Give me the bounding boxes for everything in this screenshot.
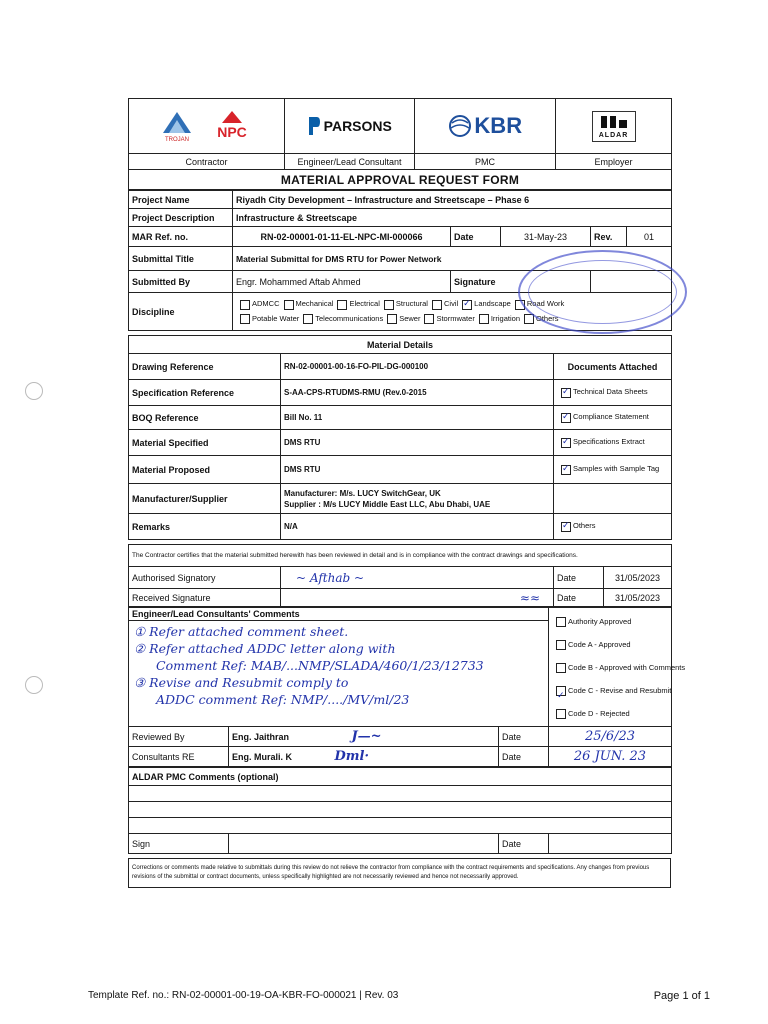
checkbox-label: Others xyxy=(573,521,596,531)
rev-label: Rev. xyxy=(591,227,627,247)
checkbox-label: Structural xyxy=(395,299,428,309)
checkbox[interactable] xyxy=(384,300,394,310)
checkbox[interactable] xyxy=(515,300,525,310)
document-attached-item xyxy=(554,430,672,456)
checkbox[interactable] xyxy=(561,413,571,423)
submittal-title-label: Submittal Title xyxy=(129,247,233,271)
consultants-date-value: 26 JUN. 23 xyxy=(549,747,672,767)
discipline-option xyxy=(520,314,559,323)
checkbox[interactable] xyxy=(284,300,294,310)
review-code-option-row xyxy=(552,610,668,633)
material-row-label: Specification Reference xyxy=(129,380,281,406)
certification-table xyxy=(128,544,672,607)
checkbox[interactable] xyxy=(556,640,566,650)
authorised-date-value: 31/05/2023 xyxy=(604,567,672,589)
checkbox[interactable] xyxy=(462,300,472,310)
discipline-option xyxy=(511,299,564,308)
checkbox[interactable] xyxy=(479,314,489,324)
aldar-comments-table xyxy=(128,767,672,854)
checkbox-label: Sewer xyxy=(399,313,421,323)
mar-date-label: Date xyxy=(451,227,501,247)
discipline-option xyxy=(475,314,520,323)
document-attached-empty xyxy=(554,484,672,514)
handwritten-comment-line: ② Refer attached ADDC letter along with xyxy=(134,641,396,656)
mar-date-value: 31-May-23 xyxy=(501,227,591,247)
aldar-mark-icon xyxy=(599,114,629,130)
footer-template-ref: Template Ref. no.: RN-02-00001-00-19-OA-KBR-FO-000021 | Rev. 03 xyxy=(88,990,399,1001)
discipline-option xyxy=(383,314,420,323)
received-date-value: 31/05/2023 xyxy=(604,589,672,607)
material-details-table xyxy=(128,335,672,540)
aldar-comments-title: ALDAR PMC Comments (optional) xyxy=(129,768,672,786)
material-row-label: Remarks xyxy=(129,514,281,540)
submitted-by-value: Engr. Mohammed Aftab Ahmed xyxy=(233,271,451,293)
review-code-option xyxy=(552,709,630,718)
checkbox-label: Authority Approved xyxy=(568,617,632,626)
checkbox[interactable] xyxy=(561,522,571,532)
checkbox-label: Samples with Sample Tag xyxy=(573,464,660,474)
checkbox[interactable] xyxy=(303,314,313,324)
document-attached-item xyxy=(554,514,672,540)
engineer-logo xyxy=(285,99,415,154)
discipline-option xyxy=(380,299,428,308)
material-row-label: Material Proposed xyxy=(129,456,281,484)
certification-statement: The Contractor certifies that the material submitted herewith has been reviewed in detail and is in compliance with the contract drawings and specifications. xyxy=(129,545,672,567)
parsons-mark-icon xyxy=(307,115,321,137)
checkbox-label: Civil xyxy=(443,299,459,309)
checkbox[interactable] xyxy=(556,617,566,627)
discipline-option xyxy=(428,299,458,308)
checkbox[interactable] xyxy=(432,300,442,310)
material-row-label: Material Specified xyxy=(129,430,281,456)
aldar-comment-line-1 xyxy=(129,786,672,802)
discipline-row-2 xyxy=(236,314,668,324)
material-row-value: Manufacturer: M/s. LUCY SwitchGear, UK Supplier : M/s LUCY Middle East LLC, Abu Dhabi, UAE xyxy=(281,484,554,514)
reviewer-signature-scribble-icon: J—~ xyxy=(351,729,382,744)
svg-text:TROJAN: TROJAN xyxy=(165,137,190,143)
document-option xyxy=(557,521,596,530)
disclaimer-table xyxy=(128,858,671,888)
checkbox[interactable] xyxy=(561,438,571,448)
review-code-option xyxy=(552,663,685,672)
form-title: MATERIAL APPROVAL REQUEST FORM xyxy=(129,170,672,190)
signature-label: Signature xyxy=(451,271,591,293)
signature-cell xyxy=(591,271,672,293)
mar-ref-value: RN-02-00001-01-11-EL-NPC-MI-000066 xyxy=(233,227,451,247)
project-description-label: Project Description xyxy=(129,209,233,227)
authorised-signature-scribble-icon: ~ Afthab ~ xyxy=(296,570,365,585)
engineer-comments-title: Engineer/Lead Consultants' Comments xyxy=(129,608,548,621)
review-code-option xyxy=(552,617,631,626)
review-code-option-row xyxy=(552,656,686,679)
material-row-value: Bill No. 11 xyxy=(281,406,554,430)
aldar-sign-cell xyxy=(229,834,499,854)
checkbox-label: Landscape xyxy=(474,299,511,309)
material-row-label: BOQ Reference xyxy=(129,406,281,430)
checkbox-label: Stormwater xyxy=(436,313,475,323)
checkbox[interactable] xyxy=(524,314,534,324)
checkbox-label: Code C - Revise and Resubmit xyxy=(568,686,672,695)
material-row-value: N/A xyxy=(281,514,554,540)
document-option xyxy=(557,437,645,446)
checkbox[interactable] xyxy=(561,388,571,398)
checkbox-label: Telecommunications xyxy=(315,313,384,323)
aldar-comment-line-2 xyxy=(129,802,672,818)
material-row-label: Manufacturer/Supplier xyxy=(129,484,281,514)
checkbox-label: Compliance Statement xyxy=(573,412,649,422)
discipline-row-1 xyxy=(236,299,668,309)
review-code-option xyxy=(552,640,631,649)
checkbox[interactable] xyxy=(240,300,250,310)
caption-employer: Employer xyxy=(556,154,672,170)
authorised-date-label: Date xyxy=(554,567,604,589)
received-signature-label: Received Signature xyxy=(129,589,281,607)
discipline-option xyxy=(236,314,299,323)
mar-ref-label: MAR Ref. no. xyxy=(129,227,233,247)
caption-pmc: PMC xyxy=(415,154,556,170)
handwritten-comment-line: Comment Ref: MAB/...NMP/SLADA/460/1/23/12733 xyxy=(156,658,484,673)
consultants-re-value xyxy=(229,747,499,767)
checkbox-label: ADMCC xyxy=(252,299,280,309)
kbr-globe-icon xyxy=(448,113,472,139)
contractor-logos xyxy=(129,99,285,154)
material-row-value: DMS RTU xyxy=(281,456,554,484)
reviewed-by-name: Eng. Jaithran xyxy=(232,732,290,742)
project-name-label: Project Name xyxy=(129,191,233,209)
punch-hole-top xyxy=(25,382,43,400)
checkbox-label: Specifications Extract xyxy=(573,437,645,447)
received-signature-cell xyxy=(281,589,554,607)
received-date-label: Date xyxy=(554,589,604,607)
submittal-title-value: Material Submittal for DMS RTU for Power Network xyxy=(233,247,672,271)
document-attached-item xyxy=(554,380,672,406)
reviewed-by-value xyxy=(229,727,499,747)
aldar-sign-label: Sign xyxy=(129,834,229,854)
discipline-option xyxy=(420,314,474,323)
review-code-option xyxy=(552,686,671,695)
punch-hole-bottom xyxy=(25,676,43,694)
aldar-date-label: Date xyxy=(499,834,549,854)
review-code-option-row xyxy=(552,679,672,702)
review-code-option-row xyxy=(552,633,668,656)
document-attached-item xyxy=(554,456,672,484)
employer-logo xyxy=(556,99,672,154)
handwritten-comment-line: ③ Revise and Resubmit comply to xyxy=(134,675,349,690)
npc-logo-icon xyxy=(204,109,260,143)
authorised-signature-cell xyxy=(281,567,554,589)
engineer-comments-table xyxy=(128,607,686,767)
project-description-value: Infrastructure & Streetscape xyxy=(233,209,672,227)
checkbox[interactable] xyxy=(337,300,347,310)
material-row-label: Drawing Reference xyxy=(129,354,281,380)
aldar-logo-text: ALDAR xyxy=(598,131,629,139)
checkbox[interactable] xyxy=(387,314,397,324)
discipline-label: Discipline xyxy=(129,293,233,331)
caption-contractor: Contractor xyxy=(129,154,285,170)
discipline-option xyxy=(299,314,383,323)
parsons-logo-text: PARSONS xyxy=(323,118,392,134)
document-attached-item xyxy=(554,406,672,430)
material-row-value: S-AA-CPS-RTUDMS-RMU (Rev.0-2015 xyxy=(281,380,554,406)
reviewed-date-label: Date xyxy=(499,727,549,747)
checkbox-label: Technical Data Sheets xyxy=(573,387,648,397)
discipline-option xyxy=(458,299,511,308)
checkbox[interactable] xyxy=(556,709,566,719)
document-option xyxy=(557,464,659,473)
footer-page-number: Page 1 of 1 xyxy=(653,990,710,1002)
review-code-option-row xyxy=(552,702,668,725)
authorised-signatory-label: Authorised Signatory xyxy=(129,567,281,589)
checkbox[interactable] xyxy=(556,686,566,696)
checkbox-label: Code D - Rejected xyxy=(568,709,630,718)
reviewed-by-label: Reviewed By xyxy=(129,727,229,747)
document-option xyxy=(557,412,649,421)
rev-value: 01 xyxy=(627,227,672,247)
reviewed-date-value: 25/6/23 xyxy=(549,727,672,747)
project-table xyxy=(128,190,672,331)
svg-text:NPC: NPC xyxy=(216,124,247,140)
consultants-date-label: Date xyxy=(499,747,549,767)
discipline-option xyxy=(333,299,379,308)
checkbox-label: Electrical xyxy=(349,299,380,309)
discipline-options xyxy=(233,293,672,331)
checkbox[interactable] xyxy=(556,663,566,673)
aldar-date-cell xyxy=(549,834,672,854)
checkbox[interactable] xyxy=(240,314,250,324)
documents-attached-label: Documents Attached xyxy=(554,354,672,380)
checkbox[interactable] xyxy=(561,465,571,475)
handwritten-comments xyxy=(129,621,548,710)
checkbox-label: Mechanical xyxy=(295,299,334,309)
checkbox-label: Code B - Approved with Comments xyxy=(568,663,686,672)
caption-engineer: Engineer/Lead Consultant xyxy=(285,154,415,170)
consultant-signature-scribble-icon: Dml· xyxy=(334,749,370,764)
material-details-title: Material Details xyxy=(129,336,672,354)
received-signature-scribble-icon: ≈≈ xyxy=(519,590,540,605)
checkbox-label: Code A - Approved xyxy=(568,640,631,649)
aldar-comment-line-3 xyxy=(129,818,672,834)
engineer-comments-area xyxy=(129,608,549,727)
material-approval-form xyxy=(128,98,686,888)
header-table xyxy=(128,98,672,190)
consultants-re-label: Consultants RE xyxy=(129,747,229,767)
checkbox-label: Others xyxy=(536,313,559,323)
checkbox-label: Road Work xyxy=(526,299,565,309)
material-row-value: RN-02-00001-00-16-FO-PIL-DG-000100 xyxy=(281,354,554,380)
handwritten-comment-line: ① Refer attached comment sheet. xyxy=(134,624,349,639)
checkbox-label: Irrigation xyxy=(490,313,520,323)
disclaimer-text: Corrections or comments made relative to submittals during this review do not relieve the contractor from compliance with the contract requirements and specifications. Any changes from previous revisions of the submittal or contract documents, unless specifically highlighted are not necessarily reviewed and hence not necessarily approved. xyxy=(129,859,671,888)
kbr-logo-text: KBR xyxy=(474,113,523,138)
submitted-by-label: Submitted By xyxy=(129,271,233,293)
document-option xyxy=(557,387,648,396)
trojan-logo-icon xyxy=(153,109,201,143)
project-name-value: Riyadh City Development – Infrastructure and Streetscape – Phase 6 xyxy=(233,191,672,209)
review-code-options xyxy=(549,608,686,727)
consultants-re-name: Eng. Murali. K xyxy=(232,752,293,762)
checkbox-label: Potable Water xyxy=(252,313,300,323)
discipline-option xyxy=(236,299,280,308)
material-row-value: DMS RTU xyxy=(281,430,554,456)
checkbox[interactable] xyxy=(424,314,434,324)
aldar-logo xyxy=(592,111,636,142)
discipline-option xyxy=(280,299,334,308)
handwritten-comment-line: ADDC comment Ref: NMP/..../MV/ml/23 xyxy=(156,692,410,707)
pmc-logo xyxy=(415,99,556,154)
